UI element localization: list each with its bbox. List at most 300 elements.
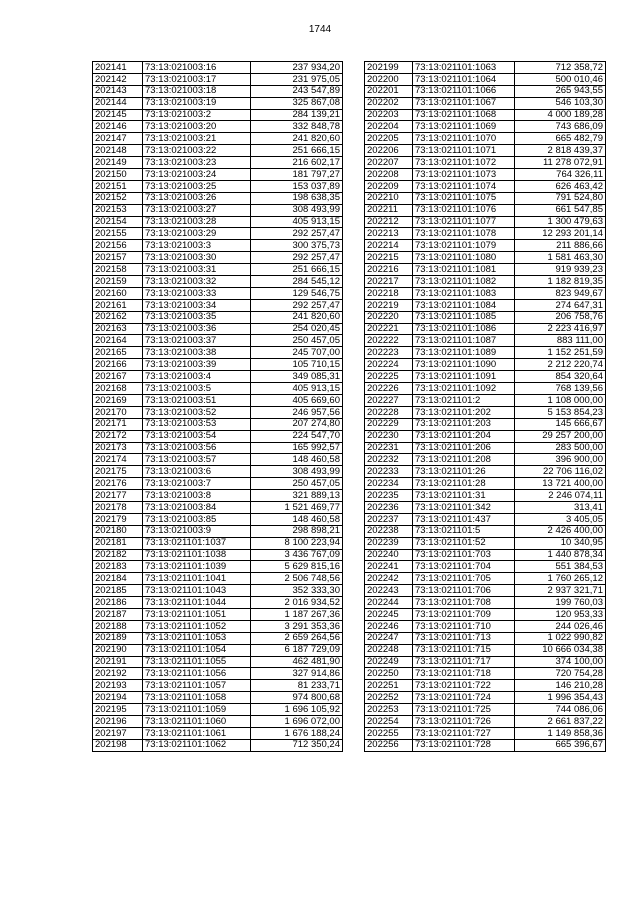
table-row	[365, 513, 606, 525]
cadastral-number-cell: 73:13:021101:1041	[143, 573, 251, 585]
value-cell: 712 358,72	[515, 62, 606, 74]
row-number-cell: 202231	[365, 442, 413, 454]
value-cell: 712 350,24	[251, 739, 343, 751]
table-row	[365, 608, 606, 620]
row-number-cell: 202175	[93, 466, 143, 478]
value-cell: 181 797,27	[251, 169, 343, 181]
cadastral-number-cell: 73:13:021101:52	[413, 537, 515, 549]
table-row	[93, 62, 343, 74]
cadastral-number-cell: 73:13:021101:715	[413, 644, 515, 656]
table-row	[365, 597, 606, 609]
row-number-cell: 202171	[93, 418, 143, 430]
value-cell: 1 760 265,12	[515, 573, 606, 585]
row-number-cell: 202219	[365, 299, 413, 311]
row-number-cell: 202233	[365, 466, 413, 478]
row-number-cell: 202211	[365, 204, 413, 216]
table-row	[365, 73, 606, 85]
value-cell: 1 440 878,34	[515, 549, 606, 561]
table-row	[365, 252, 606, 264]
cadastral-number-cell: 73:13:021101:342	[413, 501, 515, 513]
value-cell: 146 210,28	[515, 680, 606, 692]
row-number-cell: 202185	[93, 585, 143, 597]
table-row	[365, 430, 606, 442]
row-number-cell: 202183	[93, 561, 143, 573]
cadastral-number-cell: 73:13:021101:703	[413, 549, 515, 561]
row-number-cell: 202205	[365, 133, 413, 145]
table-row	[365, 192, 606, 204]
table-row	[93, 549, 343, 561]
table-row	[365, 323, 606, 335]
row-number-cell: 202213	[365, 228, 413, 240]
row-number-cell: 202248	[365, 644, 413, 656]
row-number-cell: 202228	[365, 406, 413, 418]
value-cell: 500 010,46	[515, 73, 606, 85]
table-row	[365, 85, 606, 97]
table-row	[93, 394, 343, 406]
row-number-cell: 202190	[93, 644, 143, 656]
cadastral-number-cell: 73:13:021101:1062	[143, 739, 251, 751]
value-cell: 1 996 354,43	[515, 692, 606, 704]
row-number-cell: 202170	[93, 406, 143, 418]
table-row	[365, 573, 606, 585]
cadastral-number-cell: 73:13:021003:53	[143, 418, 251, 430]
row-number-cell: 202209	[365, 180, 413, 192]
table-row	[365, 632, 606, 644]
cadastral-number-cell: 73:13:021101:1086	[413, 323, 515, 335]
table-row	[365, 406, 606, 418]
cadastral-number-cell: 73:13:021101:717	[413, 656, 515, 668]
table-row	[93, 501, 343, 513]
row-number-cell: 202227	[365, 394, 413, 406]
table-row	[365, 418, 606, 430]
row-number-cell: 202224	[365, 359, 413, 371]
table-row	[93, 347, 343, 359]
cadastral-number-cell: 73:13:021101:1069	[413, 121, 515, 133]
value-cell: 1 149 858,36	[515, 727, 606, 739]
cadastral-number-cell: 73:13:021003:51	[143, 394, 251, 406]
row-number-cell: 202220	[365, 311, 413, 323]
value-cell: 198 638,35	[251, 192, 343, 204]
cadastral-number-cell: 73:13:021101:1076	[413, 204, 515, 216]
cadastral-number-cell: 73:13:021003:39	[143, 359, 251, 371]
value-cell: 254 020,45	[251, 323, 343, 335]
value-cell: 854 320,64	[515, 371, 606, 383]
row-number-cell: 202151	[93, 180, 143, 192]
cadastral-number-cell: 73:13:021101:1070	[413, 133, 515, 145]
table-row	[93, 323, 343, 335]
table-row	[365, 442, 606, 454]
value-cell: 246 957,56	[251, 406, 343, 418]
value-cell: 148 460,58	[251, 513, 343, 525]
table-row	[365, 680, 606, 692]
value-cell: 349 085,31	[251, 371, 343, 383]
value-cell: 206 758,76	[515, 311, 606, 323]
cadastral-number-cell: 73:13:021101:437	[413, 513, 515, 525]
row-number-cell: 202234	[365, 478, 413, 490]
cadastral-number-cell: 73:13:021101:202	[413, 406, 515, 418]
row-number-cell: 202250	[365, 668, 413, 680]
cadastral-number-cell: 73:13:021003:4	[143, 371, 251, 383]
value-cell: 5 153 854,23	[515, 406, 606, 418]
table-row	[93, 406, 343, 418]
row-number-cell: 202216	[365, 264, 413, 276]
row-number-cell: 202158	[93, 264, 143, 276]
cadastral-number-cell: 73:13:021101:705	[413, 573, 515, 585]
value-cell: 396 900,00	[515, 454, 606, 466]
cadastral-number-cell: 73:13:021101:1083	[413, 287, 515, 299]
value-cell: 231 975,05	[251, 73, 343, 85]
table-row	[365, 145, 606, 157]
value-cell: 10 666 034,38	[515, 644, 606, 656]
table-row	[93, 466, 343, 478]
value-cell: 3 436 767,09	[251, 549, 343, 561]
row-number-cell: 202218	[365, 287, 413, 299]
table-row	[93, 192, 343, 204]
value-cell: 148 460,58	[251, 454, 343, 466]
table-row	[93, 442, 343, 454]
row-number-cell: 202237	[365, 513, 413, 525]
cadastral-number-cell: 73:13:021101:1044	[143, 597, 251, 609]
value-cell: 462 481,90	[251, 656, 343, 668]
cadastral-number-cell: 73:13:021101:1071	[413, 145, 515, 157]
row-number-cell: 202199	[365, 62, 413, 74]
table-row	[93, 478, 343, 490]
cadastral-number-cell: 73:13:021101:1074	[413, 180, 515, 192]
table-row	[365, 585, 606, 597]
table-row	[93, 739, 343, 751]
cadastral-number-cell: 73:13:021101:1079	[413, 240, 515, 252]
value-cell: 251 666,15	[251, 264, 343, 276]
row-number-cell: 202198	[93, 739, 143, 751]
value-cell: 551 384,53	[515, 561, 606, 573]
row-number-cell: 202162	[93, 311, 143, 323]
row-number-cell: 202244	[365, 597, 413, 609]
cadastral-number-cell: 73:13:021003:2	[143, 109, 251, 121]
table-row	[93, 632, 343, 644]
value-cell: 768 139,56	[515, 383, 606, 395]
value-cell: 1 182 819,35	[515, 276, 606, 288]
row-number-cell: 202180	[93, 525, 143, 537]
value-cell: 243 547,89	[251, 85, 343, 97]
cadastral-number-cell: 73:13:021003:27	[143, 204, 251, 216]
table-row	[365, 371, 606, 383]
value-cell: 8 100 223,94	[251, 537, 343, 549]
value-cell: 308 493,99	[251, 466, 343, 478]
value-cell: 11 278 072,91	[515, 157, 606, 169]
value-cell: 6 187 729,09	[251, 644, 343, 656]
row-number-cell: 202157	[93, 252, 143, 264]
value-cell: 145 666,67	[515, 418, 606, 430]
row-number-cell: 202223	[365, 347, 413, 359]
value-cell: 250 457,05	[251, 335, 343, 347]
table-row	[365, 169, 606, 181]
table-row	[365, 692, 606, 704]
row-number-cell: 202142	[93, 73, 143, 85]
value-cell: 105 710,15	[251, 359, 343, 371]
table-row	[93, 454, 343, 466]
cadastral-number-cell: 73:13:021101:1073	[413, 169, 515, 181]
value-cell: 199 760,03	[515, 597, 606, 609]
cadastral-number-cell: 73:13:021003:84	[143, 501, 251, 513]
value-cell: 764 326,11	[515, 169, 606, 181]
table-row	[93, 371, 343, 383]
cadastral-number-cell: 73:13:021101:1091	[413, 371, 515, 383]
table-row	[93, 513, 343, 525]
row-number-cell: 202149	[93, 157, 143, 169]
value-cell: 2 661 837,22	[515, 715, 606, 727]
cadastral-number-cell: 73:13:021101:718	[413, 668, 515, 680]
value-cell: 919 939,23	[515, 264, 606, 276]
row-number-cell: 202240	[365, 549, 413, 561]
cadastral-number-cell: 73:13:021101:31	[413, 490, 515, 502]
table-row	[93, 608, 343, 620]
table-row	[365, 525, 606, 537]
table-row	[365, 704, 606, 716]
table-row	[365, 157, 606, 169]
value-cell: 22 706 116,02	[515, 466, 606, 478]
table-row	[93, 585, 343, 597]
cadastral-number-cell: 73:13:021003:56	[143, 442, 251, 454]
value-cell: 791 524,80	[515, 192, 606, 204]
cadastral-number-cell: 73:13:021101:1043	[143, 585, 251, 597]
table-row	[93, 537, 343, 549]
value-cell: 3 291 353,36	[251, 620, 343, 632]
cadastral-number-cell: 73:13:021101:1080	[413, 252, 515, 264]
cadastral-number-cell: 73:13:021003:37	[143, 335, 251, 347]
table-row	[365, 561, 606, 573]
cadastral-number-cell: 73:13:021101:726	[413, 715, 515, 727]
value-cell: 292 257,47	[251, 228, 343, 240]
value-cell: 2 223 416,97	[515, 323, 606, 335]
cadastral-number-cell: 73:13:021101:708	[413, 597, 515, 609]
cadastral-number-cell: 73:13:021101:1059	[143, 704, 251, 716]
value-cell: 274 647,31	[515, 299, 606, 311]
table-row	[365, 240, 606, 252]
value-cell: 321 889,13	[251, 490, 343, 502]
cadastral-number-cell: 73:13:021003:3	[143, 240, 251, 252]
cadastral-number-cell: 73:13:021003:85	[143, 513, 251, 525]
row-number-cell: 202191	[93, 656, 143, 668]
cadastral-number-cell: 73:13:021101:724	[413, 692, 515, 704]
cadastral-number-cell: 73:13:021101:206	[413, 442, 515, 454]
value-cell: 81 233,71	[251, 680, 343, 692]
value-cell: 1 187 267,36	[251, 608, 343, 620]
cadastral-number-cell: 73:13:021101:1077	[413, 216, 515, 228]
value-cell: 207 274,80	[251, 418, 343, 430]
cadastral-number-cell: 73:13:021003:57	[143, 454, 251, 466]
value-cell: 224 547,70	[251, 430, 343, 442]
cadastral-number-cell: 73:13:021101:1058	[143, 692, 251, 704]
table-row	[93, 656, 343, 668]
row-number-cell: 202174	[93, 454, 143, 466]
cadastral-number-cell: 73:13:021101:1054	[143, 644, 251, 656]
cadastral-number-cell: 73:13:021003:54	[143, 430, 251, 442]
table-row	[365, 311, 606, 323]
cadastral-number-cell: 73:13:021101:728	[413, 739, 515, 751]
row-number-cell: 202177	[93, 490, 143, 502]
cadastral-number-cell: 73:13:021101:1039	[143, 561, 251, 573]
row-number-cell: 202187	[93, 608, 143, 620]
value-cell: 5 629 815,16	[251, 561, 343, 573]
row-number-cell: 202222	[365, 335, 413, 347]
cadastral-number-cell: 73:13:021101:1066	[413, 85, 515, 97]
cadastral-number-cell: 73:13:021101:1090	[413, 359, 515, 371]
row-number-cell: 202217	[365, 276, 413, 288]
cadastral-number-cell: 73:13:021003:16	[143, 62, 251, 74]
row-number-cell: 202245	[365, 608, 413, 620]
value-cell: 241 820,60	[251, 133, 343, 145]
table-row	[365, 216, 606, 228]
cadastral-number-cell: 73:13:021101:722	[413, 680, 515, 692]
table-row	[93, 704, 343, 716]
row-number-cell: 202172	[93, 430, 143, 442]
table-row	[365, 133, 606, 145]
row-number-cell: 202141	[93, 62, 143, 74]
table-row	[365, 739, 606, 751]
value-cell: 2 246 074,11	[515, 490, 606, 502]
value-cell: 308 493,99	[251, 204, 343, 216]
table-row	[93, 145, 343, 157]
cadastral-number-cell: 73:13:021101:1061	[143, 727, 251, 739]
table-row	[365, 537, 606, 549]
table-row	[93, 252, 343, 264]
row-number-cell: 202148	[93, 145, 143, 157]
table-row	[93, 644, 343, 656]
value-cell: 665 396,67	[515, 739, 606, 751]
table-row	[365, 121, 606, 133]
table-row	[365, 478, 606, 490]
table-row	[93, 525, 343, 537]
table-row	[365, 359, 606, 371]
value-cell: 883 111,00	[515, 335, 606, 347]
table-row	[93, 311, 343, 323]
value-cell: 2 937 321,71	[515, 585, 606, 597]
row-number-cell: 202188	[93, 620, 143, 632]
cadastral-number-cell: 73:13:021101:704	[413, 561, 515, 573]
row-number-cell: 202186	[93, 597, 143, 609]
cadastral-number-cell: 73:13:021003:18	[143, 85, 251, 97]
cadastral-number-cell: 73:13:021003:20	[143, 121, 251, 133]
cadastral-number-cell: 73:13:021003:5	[143, 383, 251, 395]
cadastral-number-cell: 73:13:021003:8	[143, 490, 251, 502]
table-row	[93, 121, 343, 133]
row-number-cell: 202229	[365, 418, 413, 430]
cadastral-number-cell: 73:13:021101:1052	[143, 620, 251, 632]
cadastral-number-cell: 73:13:021101:706	[413, 585, 515, 597]
row-number-cell: 202225	[365, 371, 413, 383]
cadastral-number-cell: 73:13:021101:26	[413, 466, 515, 478]
table-row	[93, 109, 343, 121]
value-cell: 237 934,20	[251, 62, 343, 74]
cadastral-number-cell: 73:13:021101:1085	[413, 311, 515, 323]
row-number-cell: 202255	[365, 727, 413, 739]
table-row	[365, 501, 606, 513]
value-cell: 405 913,15	[251, 216, 343, 228]
table-row	[93, 383, 343, 395]
cadastral-number-cell: 73:13:021101:725	[413, 704, 515, 716]
value-cell: 405 913,15	[251, 383, 343, 395]
row-number-cell: 202243	[365, 585, 413, 597]
table-row	[93, 73, 343, 85]
cadastral-number-cell: 73:13:021101:1068	[413, 109, 515, 121]
value-cell: 129 546,75	[251, 287, 343, 299]
cadastral-number-cell: 73:13:021003:26	[143, 192, 251, 204]
value-cell: 661 547,85	[515, 204, 606, 216]
cadastral-number-cell: 73:13:021101:1087	[413, 335, 515, 347]
value-cell: 1 521 469,77	[251, 501, 343, 513]
value-cell: 744 086,06	[515, 704, 606, 716]
table-row	[365, 335, 606, 347]
row-number-cell: 202176	[93, 478, 143, 490]
row-number-cell: 202210	[365, 192, 413, 204]
cadastral-number-cell: 73:13:021101:1072	[413, 157, 515, 169]
row-number-cell: 202189	[93, 632, 143, 644]
table-row	[365, 276, 606, 288]
table-row	[365, 299, 606, 311]
value-cell: 313,41	[515, 501, 606, 513]
row-number-cell: 202179	[93, 513, 143, 525]
cadastral-number-cell: 73:13:021101:1060	[143, 715, 251, 727]
cadastral-number-cell: 73:13:021003:24	[143, 169, 251, 181]
table-row	[365, 204, 606, 216]
value-cell: 241 820,60	[251, 311, 343, 323]
table-row	[93, 264, 343, 276]
value-cell: 546 103,30	[515, 97, 606, 109]
value-cell: 29 257 200,00	[515, 430, 606, 442]
cadastral-table-left	[92, 61, 343, 752]
table-row	[365, 97, 606, 109]
cadastral-number-cell: 73:13:021101:727	[413, 727, 515, 739]
row-number-cell: 202173	[93, 442, 143, 454]
table-row	[365, 715, 606, 727]
table-row	[365, 287, 606, 299]
table-row	[93, 490, 343, 502]
row-number-cell: 202253	[365, 704, 413, 716]
value-cell: 2 506 748,56	[251, 573, 343, 585]
value-cell: 2 659 264,56	[251, 632, 343, 644]
cadastral-number-cell: 73:13:021101:1089	[413, 347, 515, 359]
table-row	[365, 454, 606, 466]
row-number-cell: 202194	[93, 692, 143, 704]
value-cell: 2 212 220,74	[515, 359, 606, 371]
table-row	[93, 620, 343, 632]
row-number-cell: 202163	[93, 323, 143, 335]
cadastral-number-cell: 73:13:021101:1067	[413, 97, 515, 109]
cadastral-number-cell: 73:13:021101:208	[413, 454, 515, 466]
value-cell: 374 100,00	[515, 656, 606, 668]
table-row	[93, 727, 343, 739]
row-number-cell: 202164	[93, 335, 143, 347]
row-number-cell: 202235	[365, 490, 413, 502]
cadastral-number-cell: 73:13:021101:204	[413, 430, 515, 442]
value-cell: 720 754,28	[515, 668, 606, 680]
table-row	[365, 727, 606, 739]
value-cell: 1 581 463,30	[515, 252, 606, 264]
table-row	[93, 97, 343, 109]
cadastral-number-cell: 73:13:021101:1082	[413, 276, 515, 288]
table-row	[93, 561, 343, 573]
table-row	[93, 169, 343, 181]
table-row	[365, 264, 606, 276]
value-cell: 292 257,47	[251, 299, 343, 311]
table-row	[365, 490, 606, 502]
value-cell: 743 686,09	[515, 121, 606, 133]
cadastral-number-cell: 73:13:021101:5	[413, 525, 515, 537]
row-number-cell: 202241	[365, 561, 413, 573]
value-cell: 298 898,21	[251, 525, 343, 537]
value-cell: 265 943,55	[515, 85, 606, 97]
table-row	[365, 466, 606, 478]
